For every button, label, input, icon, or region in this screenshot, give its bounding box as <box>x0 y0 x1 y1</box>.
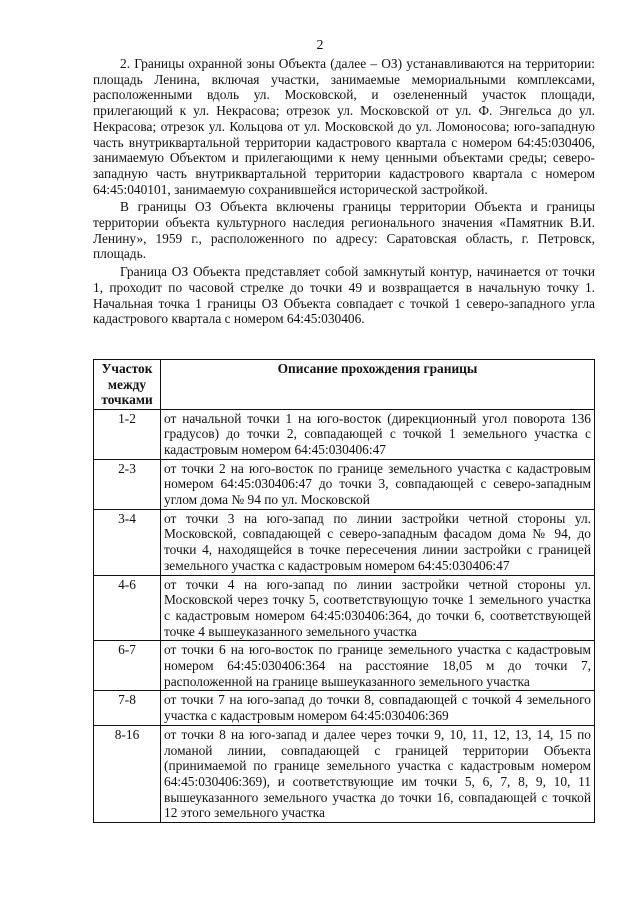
segment-cell: 6-7 <box>94 641 161 691</box>
segment-cell: 3-4 <box>94 509 161 575</box>
page-number: 2 <box>316 38 324 53</box>
paragraph-protection-zone: 2. Границы охранной зоны Объекта (далее – ОЗ) устанавливаются на территории: площадь Ленина, включая участки, занимаемые мемориальными комплексами, расположенными вдоль ул. Московской, и озелененный участок площади, прилегающий к ул. Некрасова; отрезок ул. Московской от ул. Ф. Энгельса до ул. Некрасова; отрезок ул. Кольцова от ул. Московской до ул. Ломоносова; юго-западную часть внутриквартальной территории кадастрового квартала с номером 64:45:030406, занимаемую Объектом и прилегающими к нему ценными объектами среды; северо-западную часть внутриквартальной территории кадастрового квартала с номером 64:45:040101, занимаемую сохранившейся исторической застройкой. <box>93 56 595 197</box>
paragraph-contour-description: Граница ОЗ Объекта представляет собой замкнутый контур, начинается от точки 1, проходит по часовой стрелке до точки 49 и возвращается в начальную точку 1. Начальная точка 1 границы ОЗ Объекта совпадает с точкой 1 северо-западного угла кадастрового квартала с номером 64:45:030406. <box>93 264 595 327</box>
table-row <box>94 509 595 575</box>
table-row <box>94 725 595 822</box>
segment-cell: 4-6 <box>94 575 161 641</box>
document-body <box>93 56 595 327</box>
description-cell: от точки 4 на юго-запад по линии застройки четной стороны ул. Московской через точку 5, соответствующую точке 1 земельного участка с кадастровым номером 64:45:030406:364, до точки 6, соответствующей точке 4 вышеуказанного земельного участка <box>161 575 595 641</box>
description-cell: от точки 2 на юго-восток по границе земельного участка с кадастровым номером 64:45:030406:47 до точки 3, совпадающей с северо-западным углом дома № 94 по ул. Московской <box>161 459 595 509</box>
table-row <box>94 691 595 725</box>
description-cell: от точки 8 на юго-запад и далее через точки 9, 10, 11, 12, 13, 14, 15 по ломаной линии, совпадающей с границей территории Объекта (принимаемой по границе земельного участка с кадастровым номером 64:45:030406:369), и соответствующие им точки 5, 6, 7, 8, 9, 10, 11 вышеуказанного земельного участка до точки 16, совпадающей с точкой 12 этого земельного участка <box>161 725 595 822</box>
segment-cell: 7-8 <box>94 691 161 725</box>
description-cell: от точки 7 на юго-запад до точки 8, совпадающей с точкой 4 земельного участка с кадастровым номером 64:45:030406:369 <box>161 691 595 725</box>
segment-cell: 2-3 <box>94 459 161 509</box>
header-segment: Участок между точками <box>94 360 161 410</box>
description-cell: от точки 6 на юго-восток по границе земельного участка с кадастровым номером 64:45:030406:364 на расстояние 18,05 м до точки 7, расположенной на границе вышеуказанного земельного участка <box>161 641 595 691</box>
table-header-row <box>94 360 595 410</box>
header-description: Описание прохождения границы <box>161 360 595 410</box>
table-row <box>94 409 595 459</box>
table-row <box>94 459 595 509</box>
description-cell: от точки 3 на юго-запад по линии застройки четной стороны ул. Московской, совпадающей с северо-западным фасадом дома № 94, до точки 4, находящейся в точке пересечения линии застройки с границей земельного участка с кадастровым номером 64:45:030406:47 <box>161 509 595 575</box>
boundary-table <box>93 359 595 823</box>
table-row <box>94 575 595 641</box>
description-cell: от начальной точки 1 на юго-восток (дирекционный угол поворота 136 градусов) до точки 2, совпадающей с точкой 1 земельного участка с кадастровым номером 64:45:030406:47 <box>161 409 595 459</box>
table-row <box>94 641 595 691</box>
paragraph-included-territories: В границы ОЗ Объекта включены границы территории Объекта и границы территории объекта культурного наследия регионального значения «Памятник В.И. Ленину», 1959 г., расположенного по адресу: Саратовская область, г. Петровск, площадь. <box>93 199 595 262</box>
segment-cell: 1-2 <box>94 409 161 459</box>
segment-cell: 8-16 <box>94 725 161 822</box>
